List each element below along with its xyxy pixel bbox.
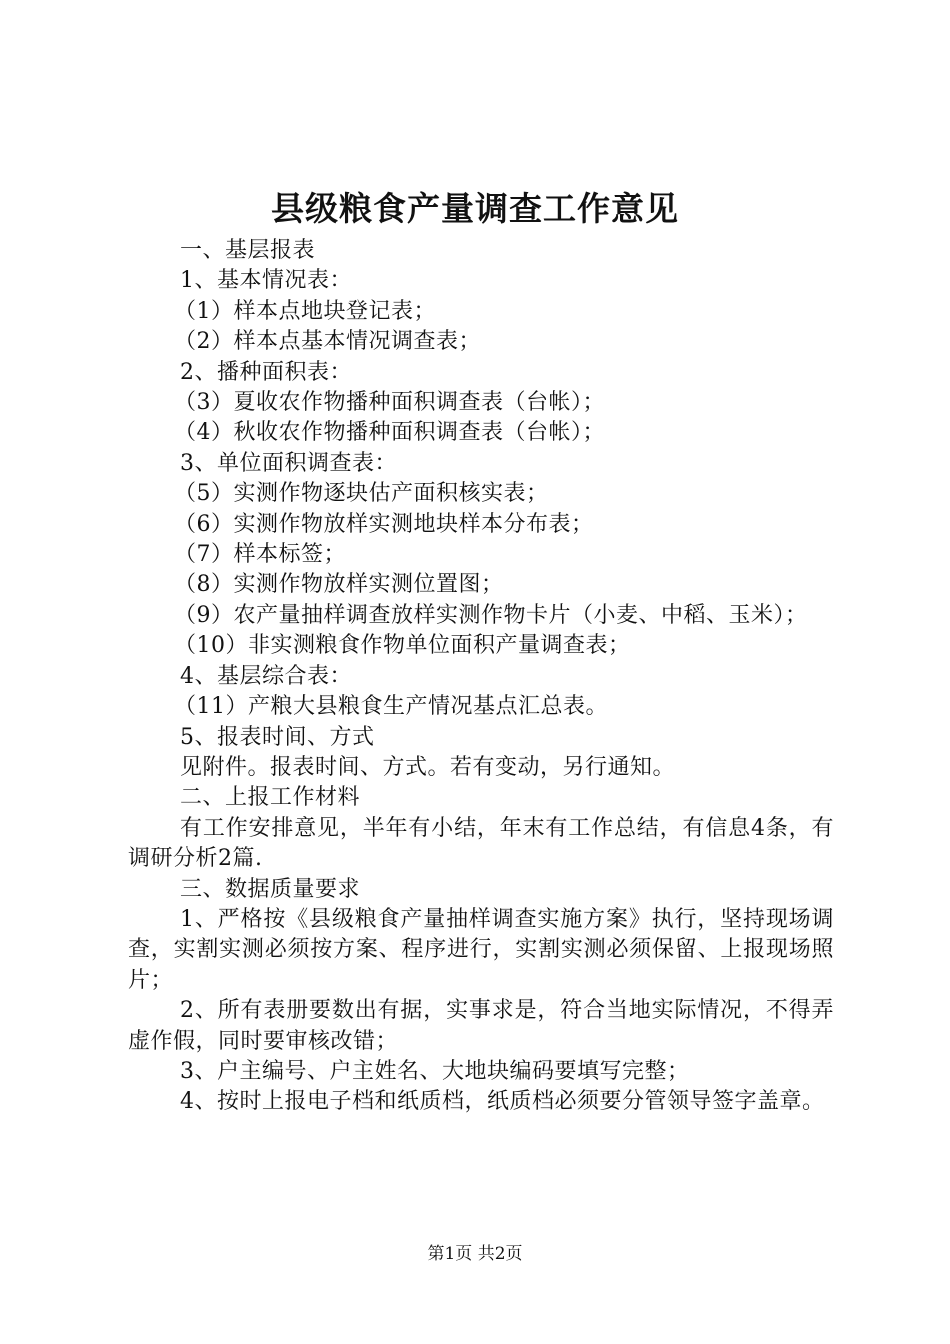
body-paragraph: 见附件。报表时间、方式。若有变动，另行通知。 <box>180 754 676 780</box>
body-paragraph: 1、基本情况表： <box>180 268 352 294</box>
body-paragraph: （10）非实测粮食作物单位面积产量调查表； <box>174 633 631 659</box>
document-title: 县级粮食产量调查工作意见 <box>271 189 679 228</box>
body-paragraph: 4、基层综合表： <box>180 663 352 689</box>
body-paragraph: （9）农产量抽样调查放样实测作物卡片（小麦、中稻、玉米）； <box>174 602 808 628</box>
body-paragraph: 3、单位面积调查表： <box>180 450 397 476</box>
body-paragraph: （11）产粮大县粮食生产情况基点汇总表。 <box>174 694 608 720</box>
body-paragraph: 2、播种面积表： <box>180 359 352 385</box>
page-footer: 第1页 共2页 <box>427 1244 523 1264</box>
body-paragraph: （4）秋收农作物播种面积调查表（台帐）； <box>174 420 605 446</box>
body-paragraph: 4、按时上报电子档和纸质档，纸质档必须要分管领导签字盖章。 <box>180 1089 825 1115</box>
body-paragraph: （8）实测作物放样实测位置图； <box>174 572 504 598</box>
body-paragraph: 二、上报工作材料 <box>180 785 361 811</box>
body-paragraph: 2、所有表册要数出有据，实事求是，符合当地实际情况，不得弄虚作假，同时要审核改错； <box>128 998 834 1054</box>
body-paragraph: （6）实测作物放样实测地块样本分布表； <box>174 511 594 537</box>
body-paragraph: 一、基层报表 <box>180 238 316 263</box>
body-paragraph: （3）夏收农作物播种面积调查表（台帐）； <box>174 390 605 416</box>
body-paragraph: （1）样本点地块登记表； <box>174 298 436 324</box>
body-paragraph: 有工作安排意见，半年有小结，年末有工作总结，有信息4条，有调研分析2篇. <box>128 815 834 872</box>
document-body <box>128 236 834 1118</box>
body-paragraph: 1、严格按《县级粮食产量抽样调查实施方案》执行，坚持现场调查，实割实测必须按方案、程序进行，实割实测必须保留、上报现场照片； <box>128 906 834 993</box>
body-paragraph: （5）实测作物逐块估产面积核实表； <box>174 481 549 507</box>
body-paragraph: （7）样本标签； <box>174 542 346 568</box>
body-paragraph: 5、报表时间、方式 <box>180 724 375 750</box>
body-paragraph: 三、数据质量要求 <box>180 876 361 902</box>
body-paragraph: 3、户主编号、户主姓名、大地块编码要填写完整； <box>180 1058 690 1084</box>
body-paragraph: （2）样本点基本情况调查表； <box>174 329 481 355</box>
